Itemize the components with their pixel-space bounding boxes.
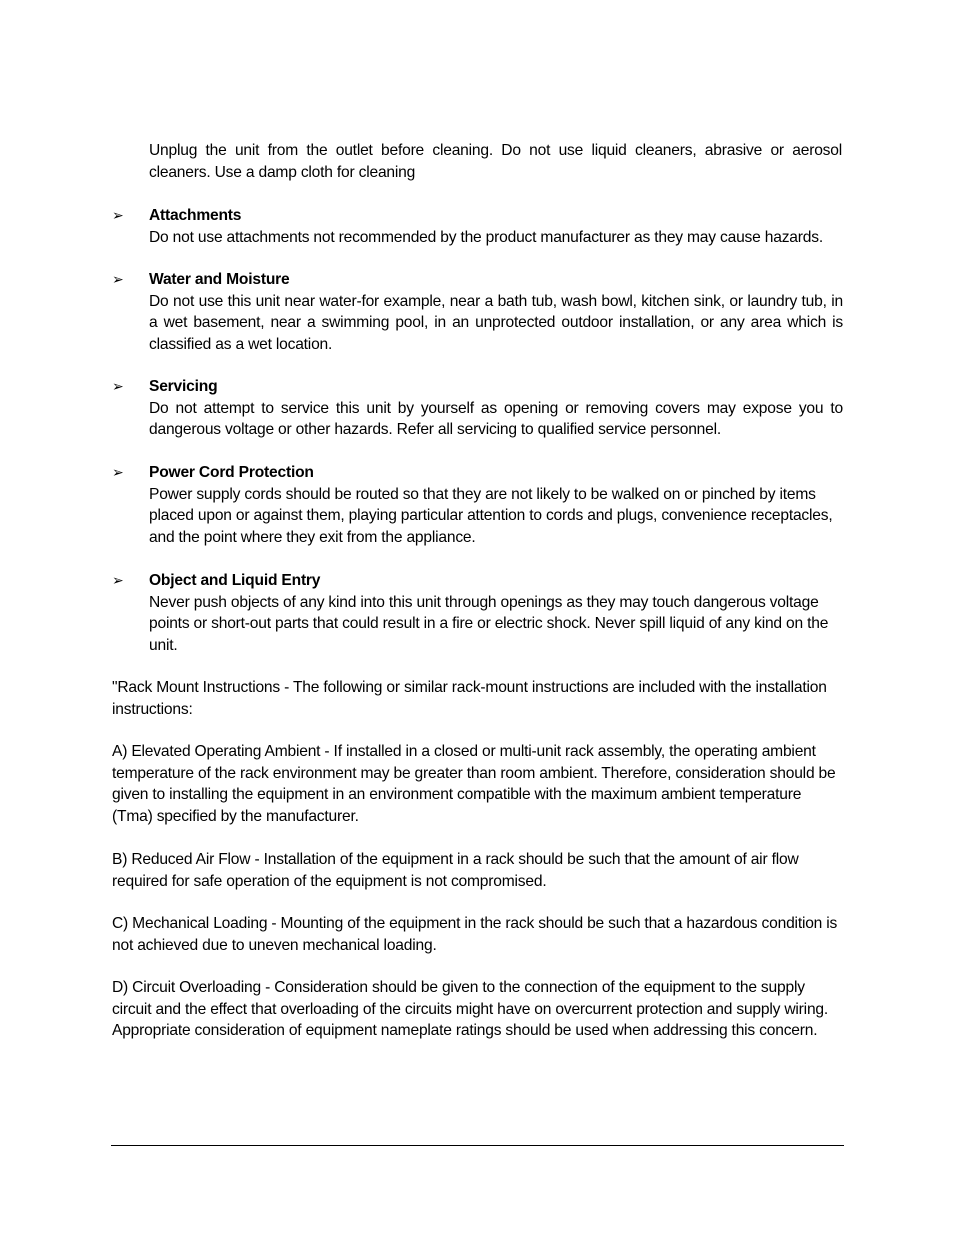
safety-item-servicing <box>149 376 843 441</box>
rack-mount-item-c: C) Mechanical Loading - Mounting of the equipment in the rack should be such that a hazardous condition is not achieved due to uneven mechanical loading. <box>112 915 838 954</box>
safety-item-title: Attachments <box>149 207 242 224</box>
cleaning-intro-paragraph: Unplug the unit from the outlet before cleaning. Do not use liquid cleaners, abrasive or aerosol cleaners. Use a damp cloth for cleaning <box>149 142 842 181</box>
safety-item-title: Water and Moisture <box>149 271 290 288</box>
safety-item-text: Never push objects of any kind into this unit through openings as they may touch dangerous voltage points or short-out parts that could result in a fire or electric shock. Never spill liquid of any kind on the unit. <box>149 593 829 654</box>
safety-item-text: Do not use this unit near water-for example, near a bath tub, wash bowl, kitchen sink, or laundry tub, in a wet basement, near a swimming pool, in an unprotected outdoor installation, or any area which is classified as a wet location. <box>149 292 843 353</box>
rack-mount-item-a: A) Elevated Operating Ambient - If installed in a closed or multi-unit rack assembly, the operating ambient temperature of the rack environment may be greater than room ambient. Therefore, consideration should be given to installing the equipment in an environment compatible with the maximum ambient temperature (Tma) specified by the manufacturer. <box>112 743 836 825</box>
arrow-bullet-icon: ➢ <box>112 271 124 287</box>
safety-item-water-and-moisture <box>149 269 843 355</box>
safety-item-title: Object and Liquid Entry <box>149 572 321 589</box>
rack-mount-item-b: B) Reduced Air Flow - Installation of the equipment in a rack should be such that the amount of air flow required for safe operation of the equipment is not compromised. <box>112 851 799 890</box>
safety-item-title: Servicing <box>149 378 218 395</box>
safety-item-power-cord-protection <box>149 462 849 548</box>
arrow-bullet-icon: ➢ <box>112 207 124 223</box>
safety-item-text: Power supply cords should be routed so that they are not likely to be walked on or pinched by items placed upon or against them, playing particular attention to cords and plugs, convenience receptacles, and the point where they exit from the appliance. <box>149 485 833 546</box>
arrow-bullet-icon: ➢ <box>112 572 124 588</box>
safety-item-text: Do not use attachments not recommended by the product manufacturer as they may cause hazards. <box>149 228 823 246</box>
arrow-bullet-icon: ➢ <box>112 378 124 394</box>
safety-item-attachments <box>149 205 843 248</box>
safety-item-title: Power Cord Protection <box>149 464 314 481</box>
rack-mount-heading: "Rack Mount Instructions - The following or similar rack-mount instructions are included with the installation instructions: <box>112 679 827 718</box>
safety-item-text: Do not attempt to service this unit by yourself as opening or removing covers may expose you to dangerous voltage or other hazards. Refer all servicing to qualified service personnel. <box>149 399 843 438</box>
rack-mount-item-d: D) Circuit Overloading - Consideration should be given to the connection of the equipment to the supply circuit and the effect that overloading of the circuits might have on overcurrent protection and supply wiring. Appropriate consideration of equipment nameplate ratings should be used when addressing this concern. <box>112 979 829 1039</box>
arrow-bullet-icon: ➢ <box>112 464 124 480</box>
footer-divider <box>111 1145 844 1146</box>
safety-item-object-and-liquid-entry <box>149 570 843 656</box>
